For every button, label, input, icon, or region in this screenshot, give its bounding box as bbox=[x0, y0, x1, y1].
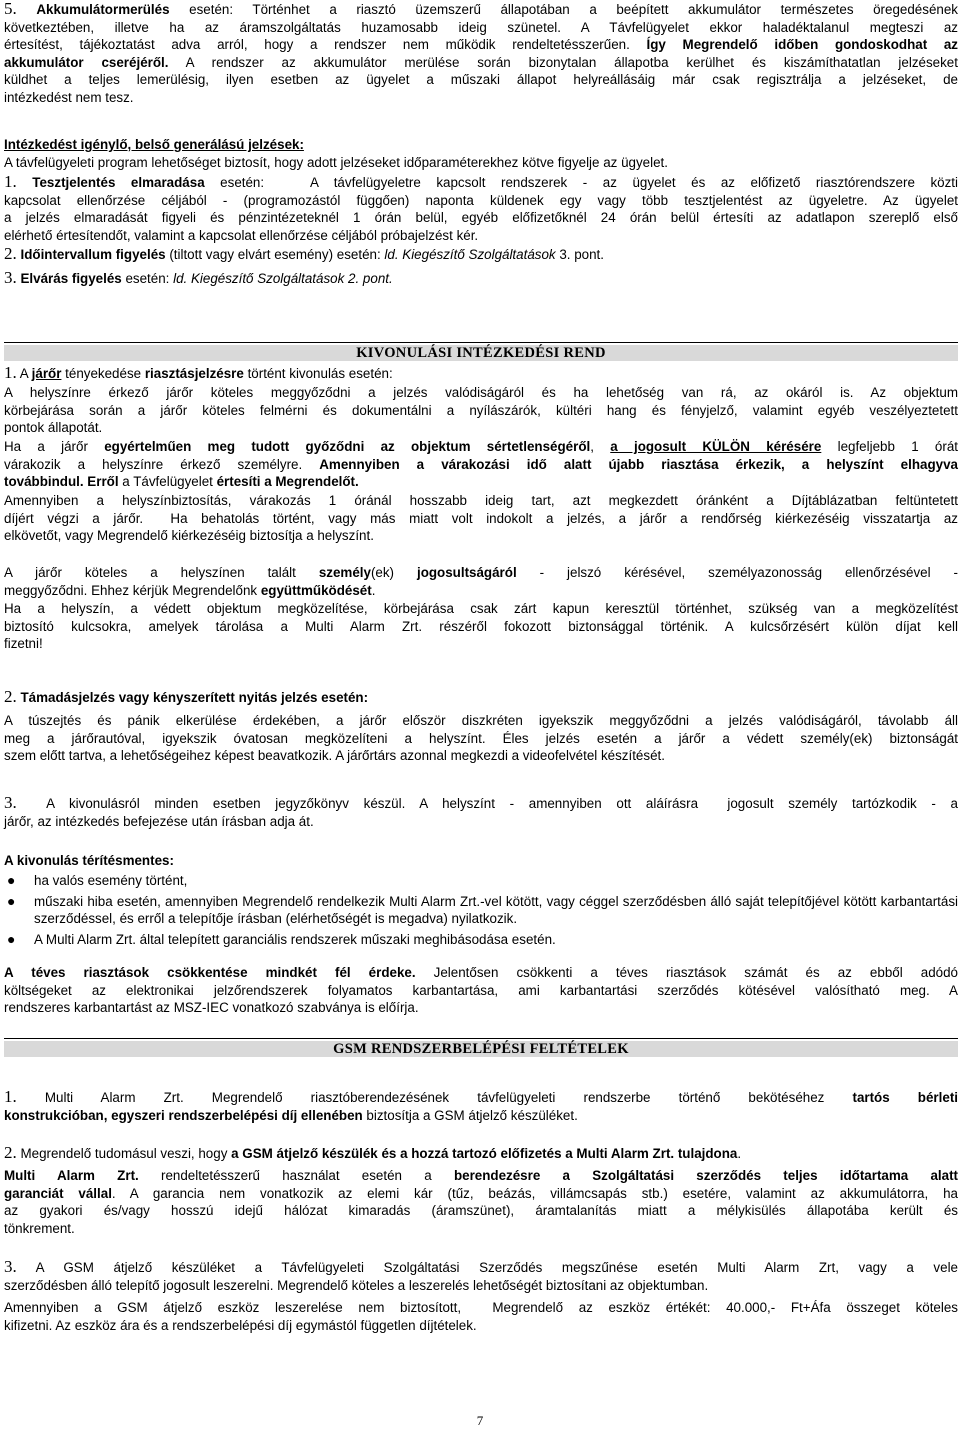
kivonulas-item-2-intro: 2. Támadásjelzés vagy kényszerített nyitás jelzés esetén: bbox=[4, 687, 369, 706]
internal-signals-text: A távfelügyeleti program lehetőséget biztosít, hogy adott jelzéseket időparaméterekhez kötve figyelje az ügyelet. bbox=[4, 155, 668, 170]
heading-rule bbox=[4, 1038, 958, 1039]
kivonulas-paragraph-a: A helyszínre érkező járőr köteles meggyőződni a jelzés valódiságáról és ha lehetőség van rá, az okáról is. Az objektum körbejárása során a járőr köteles felmérni és dokumentálni a nyílászárók, kültéri hang és fényjelző, valamint egyéb veszélyeztetett pontok állapotát. bbox=[4, 385, 958, 436]
internal-item-1: 1. Tesztjelentés elmaradása esetén: A távfelügyeletre kapcsolt rendszerek - az ügyelet és az előfizető riasztórendszere közti kapcsolat ellenőrzése céljából - (programozástól függően) naponta küldenek egy vagy több tesztjelentést az ügyeletre. Az ügyelet a jelzés elmaradását figyeli és pénzintézeteknél 1 órán belül, egyéb előfizetőknél 24 órán belül értesíti az adatlapon szereplő első elérhető értesítendőt, valamint a kapcsolat ellenőrzése céljából próbajelzést kér. bbox=[4, 172, 958, 243]
free-list bbox=[4, 872, 958, 948]
kivonulas-item-2-text: A túszejtés és pánik elkerülése érdekében, a járőr először diszkréten igyekszik meggyőződni a jelzés valódiságáról, távolabb áll meg a járőrautóval, igyekszik óvatosan megközelíteni a helyszínt. Éles jelzés esetén a járőr a védett személy(ek) biztonságát szem előtt tartva, a lehetőségeihez képest beavatkozik. A járőrtárs azonnal megkezdi a videofelvétel készítését. bbox=[4, 713, 958, 764]
heading-gsm: GSM RENDSZERBELÉPÉSI FELTÉTELEK bbox=[4, 1041, 958, 1057]
bullet-icon: ● bbox=[7, 892, 16, 909]
kivonulas-item-1-intro: 1. A járőr tényekedése riasztásjelzésre történt kivonulás esetén: bbox=[4, 363, 393, 382]
gsm-item-2-warranty: Multi Alarm Zrt. rendeltetésszerű használat esetén a berendezésre a Szolgáltatási szerződés teljes időtartama alatt garanciát vállal. A garancia nem vonatkozik az elemi kár (tűz, beázás, villámcsapás stb.) esetére, valamint az akkumulátorra, ha az gyakori és/vagy hosszú idejű hálózat kimaradás (áramszünet), áramtalanítás miatt a mélykisülés állapotába került és tönkrement. bbox=[4, 1168, 959, 1236]
page-number: 7 bbox=[476, 1413, 484, 1428]
kivonulas-paragraph-b: Ha a járőr egyértelműen meg tudott győződni az objektum sértetlenségéről, a jogosult KÜLÖN kérésére legfeljebb 1 órát várakozik a helyszínre érkező személyre. Amennyiben a várakozási idő alatt újabb riasztása érkezik, a helyszínt elhagyva továbbindul. Erről a Távfelügyelet értesíti a Megrendelőt. bbox=[4, 439, 958, 490]
list-item: ● A Multi Alarm Zrt. által telepített garanciális rendszerek műszaki meghibásodása esetén. bbox=[7, 930, 556, 947]
internal-signals-title: Intézkedést igénylő, belső generálású jelzések: bbox=[4, 137, 304, 152]
kivonulas-paragraph-c: Amennyiben a helyszínbiztosítás, várakozás 1 óránál hosszabb ideig tart, azt megkezdett óránként a Díjtáblázatban feltüntetett díjért végzi a járőr. Ha behatolás történt, vagy más miatt volt indokolt a jelzés, a járőr a rendőrség kiérkezéséig visszatartja az elkövetőt, vagy Megrendelő kiérkezéséig biztosítja a helyszínt. bbox=[4, 493, 958, 544]
list-item: ● ha valós esemény történt, bbox=[7, 872, 188, 888]
gsm-item-3-fee: Amennyiben a GSM átjelző eszköz leszerelése nem biztosított, Megrendelő az eszköz értékét: 40.000,- Ft+Áfa összeget köteles kifizetni. Az eszköz ára és a rendszerbelépési díj egymástól független díjtételek. bbox=[4, 1300, 958, 1333]
false-alarm-paragraph: A téves riasztások csökkentése mindkét fél érdeke. Jelentősen csökkenti a téves riasztások számát és az ebből adódó költségeket az elektronikai jelzőrendszerek folyamatos karbantartása, ami karbantartási szerződés kötésével valósítható meg. A rendszeres karbantartást az MSZ-IEC vonatkozó szabványa is előírja. bbox=[4, 965, 958, 1016]
bullet-icon: ● bbox=[7, 930, 16, 947]
paragraph-akkumulator: 5. Akkumulátormerülés esetén: Történhet a riasztó üzemszerű állapotában a beépített akkumulátor természetes öregedésének következtében, illetve ha az áramszolgáltatás huzamosabb ideig szünetel. A Távfelügyelet ekkor haladéktalanul megteszi az értesítést, tájékoztatást adva arról, hogy a rendszer nem működik rendeltetésszerűen. Így Megrendelő időben gondoskodhat az akkumulátor cseréjéről. A rendszer az akkumulátor merülése során bizonytalan állapotba kerülhet és kiszámíthatatlan jelzéseket küldhet a teljes lemerülésig, ilyen esetben az ügyelet a műszaki állapot helyreállásáig már csak regisztrálja a jelzéseket, de intézkedést nem tesz. bbox=[4, 0, 959, 105]
heading-rule bbox=[4, 342, 958, 343]
kivonulas-paragraph-d: A járőr köteles a helyszínen talált személy(ek) jogosultságáról - jelszó kérésével, személyazonosság ellenőrzésével - meggyőződni. Ehhez kérjük Megrendelőnk együttműködését. bbox=[4, 565, 958, 598]
internal-item-2: 2. Időintervallum figyelés (tiltott vagy elvárt esemény) esetén: ld. Kiegészítő Szolgáltatások 3. pont. bbox=[4, 244, 605, 263]
kivonulas-item-3: 3. A kivonulásról minden esetben jegyzőkönyv készül. A helyszínt - amennyiben ott aláírásra jogosult személy tartózkodik - a járőr, az intézkedés befejezése után írásban adja át. bbox=[4, 793, 958, 829]
gsm-item-2: 2. Megrendelő tudomásul veszi, hogy a GSM átjelző készülék és a hozzá tartozó előfizetés a Multi Alarm Zrt. tulajdona. bbox=[4, 1143, 742, 1162]
internal-item-3: 3. Elvárás figyelés esetén: ld. Kiegészítő Szolgáltatások 2. pont. bbox=[4, 268, 393, 287]
free-title: A kivonulás térítésmentes: bbox=[4, 853, 174, 868]
heading-kivonulasi: KIVONULÁSI INTÉZKEDÉSI REND bbox=[4, 345, 958, 361]
kivonulas-paragraph-e: Ha a helyszín, a védett objektum megközelítése, körbejárása csak zárt kapun keresztül történhet, szükség van a megközelítést biztosító kulcsokra, amelyek tárolása a Multi Alarm Zrt. részéről fokozott biztonsággal történik. A kulcsőrzésért külön díjat kell fizetni! bbox=[4, 601, 958, 652]
gsm-item-3: 3. A GSM átjelző készüléket a Távfelügyeleti Szolgáltatási Szerződés megszűnése esetén Multi Alarm Zrt, vagy a vele szerződésben álló telepítő jogosult leszerelni. Megrendelő köteles a leszerelés lehetőségét biztosítani az objektumban. bbox=[4, 1257, 958, 1293]
gsm-item-1: 1. Multi Alarm Zrt. Megrendelő riasztóberendezésének távfelügyeleti rendszerbe történő bekötéséhez tartós bérleti konstrukcióban, egyszeri rendszerbelépési díj ellenében biztosítja a GSM átjelző készüléket. bbox=[4, 1087, 958, 1123]
list-item: ● műszaki hiba esetén, amennyiben Megrendelő rendelkezik Multi Alarm Zrt.-vel kötött, vagy céggel szerződésben álló saját telepítőjével kötött karbantartási szerződéssel, és erről a telepítője írásban (elérhetőségét is megadva) nyilatkozik. bbox=[7, 892, 958, 927]
bullet-icon: ● bbox=[7, 872, 16, 888]
